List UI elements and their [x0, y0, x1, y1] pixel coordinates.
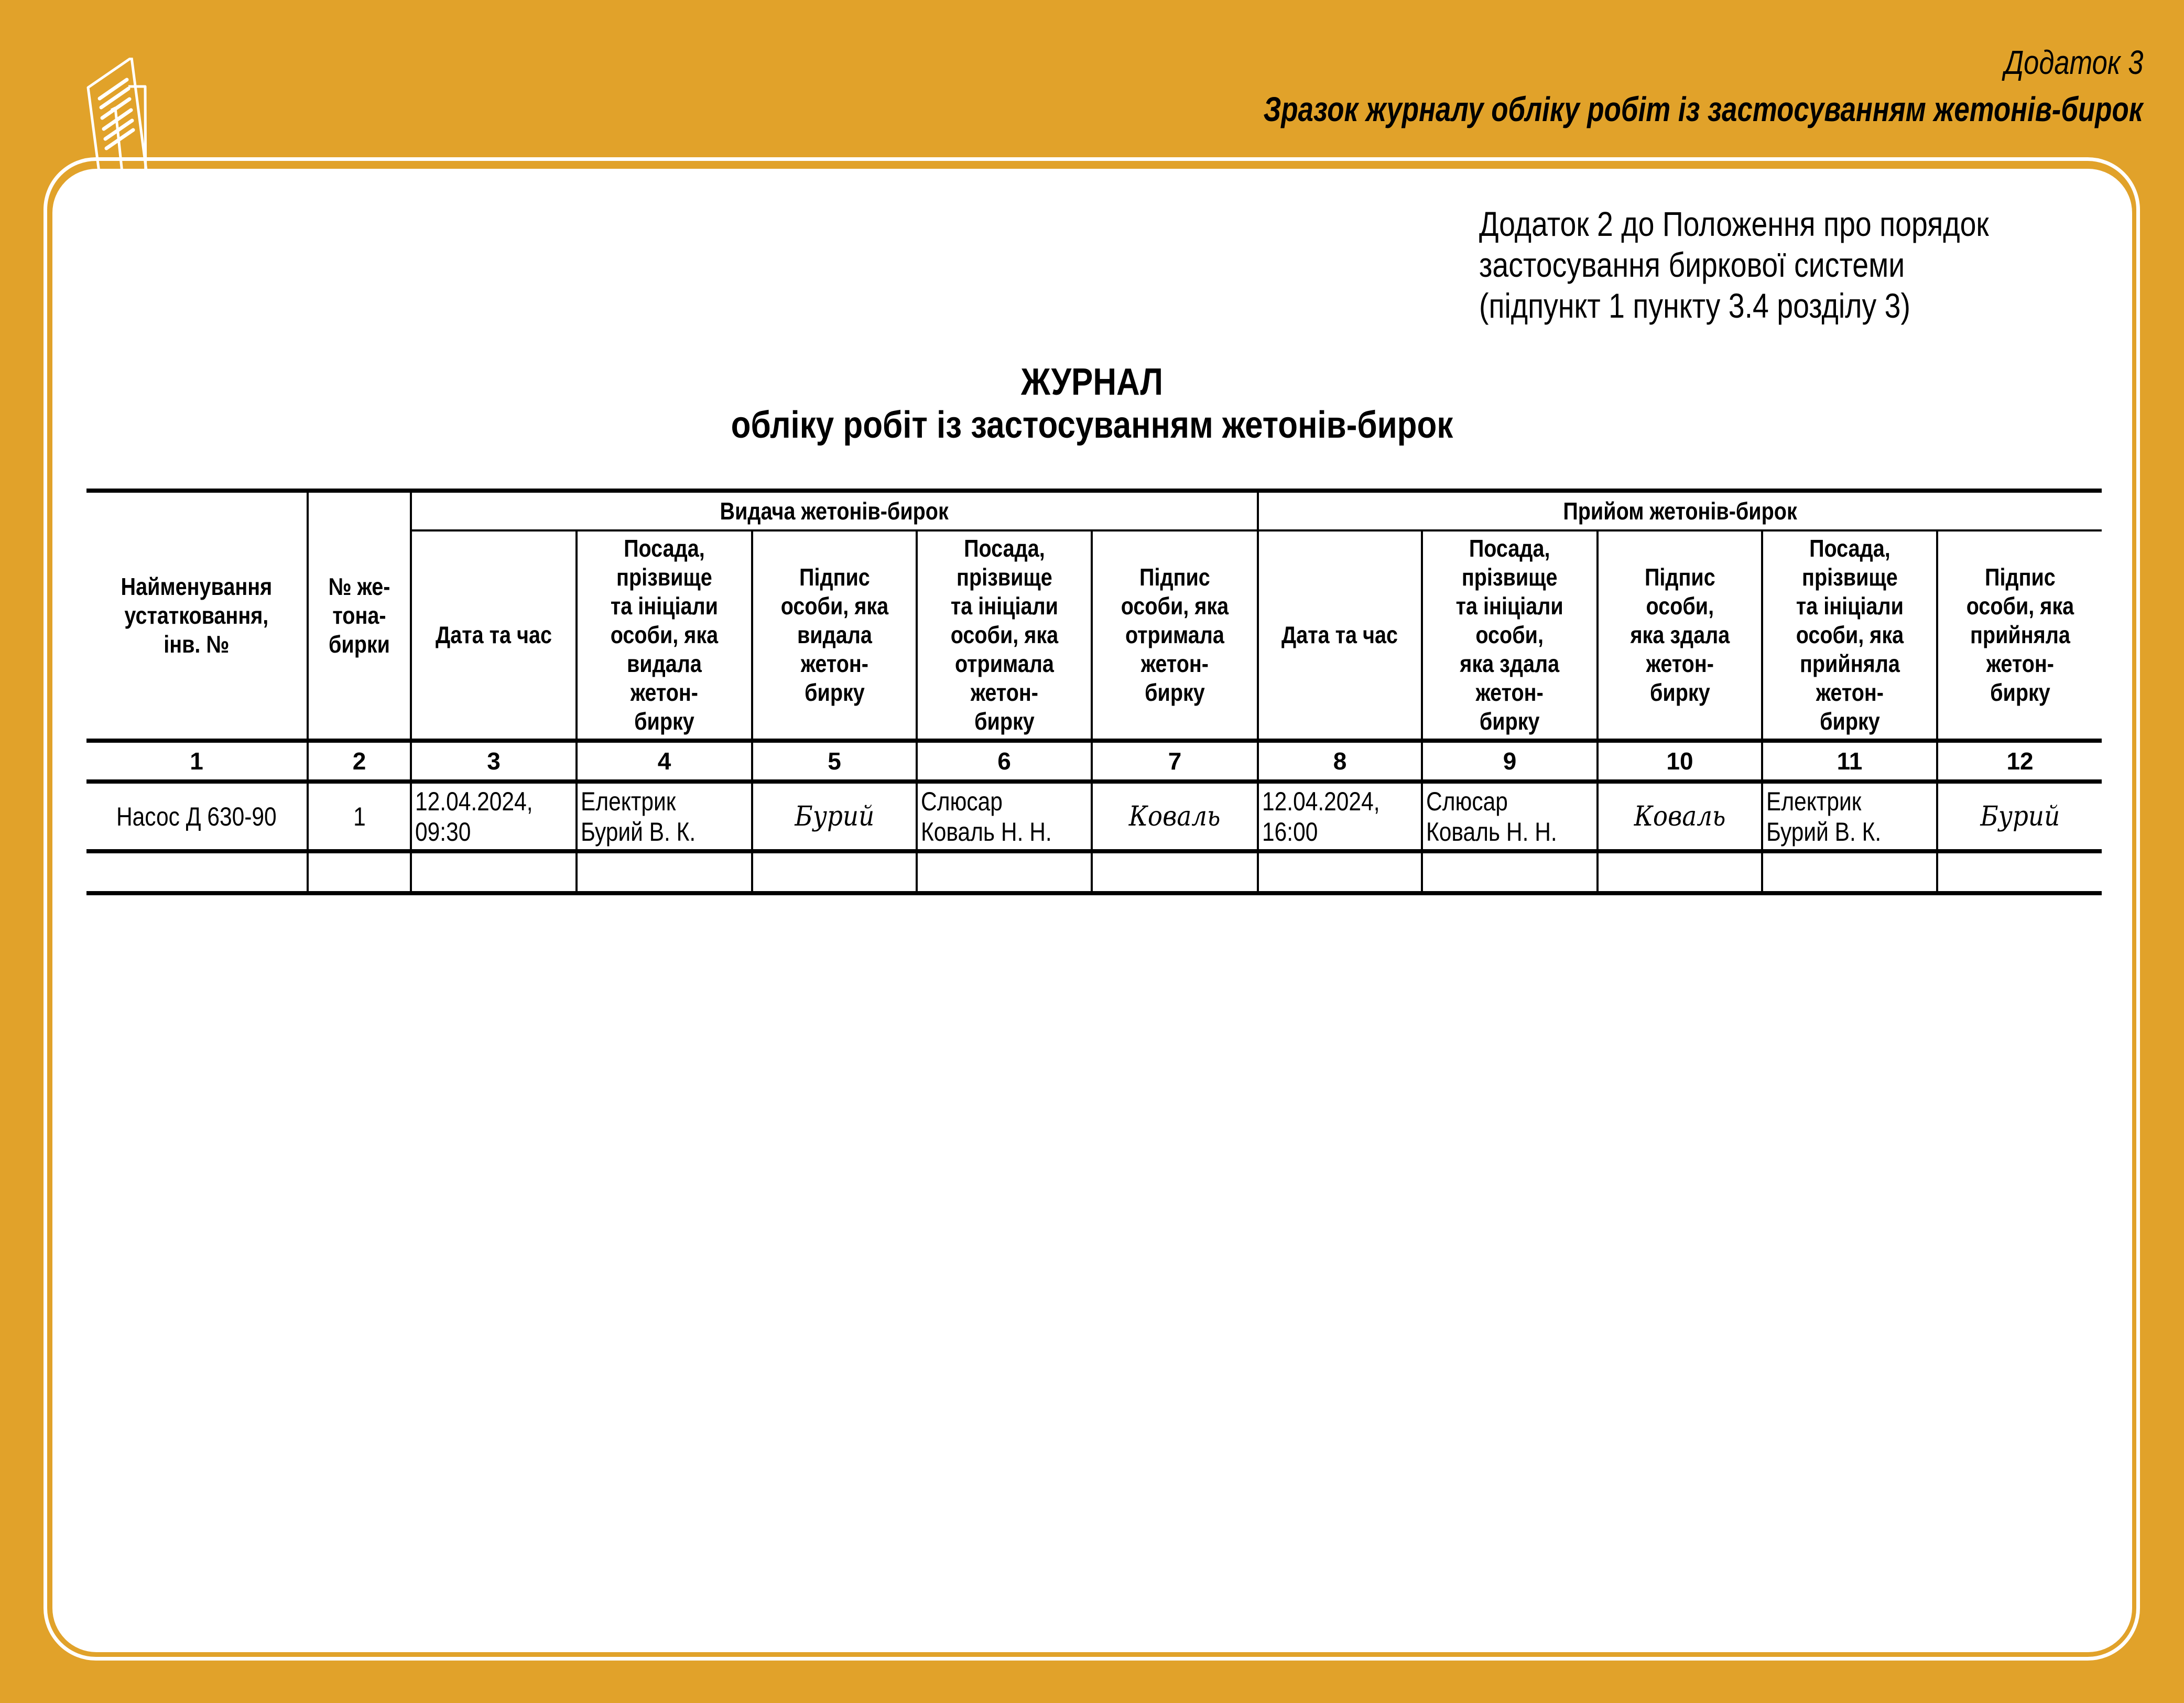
- regulation-reference: [1479, 203, 1989, 326]
- column-number: 9: [1422, 741, 1598, 782]
- column-number: 5: [752, 741, 917, 782]
- column-header: [1762, 530, 1937, 741]
- empty-cell: [1258, 851, 1422, 893]
- column-header-label: Найменування устатковання, інв. №: [121, 573, 273, 658]
- column-header: [1422, 530, 1598, 741]
- equipment-cell: Насос Д 630-90: [86, 782, 308, 851]
- column-header-label: Підпис особи, яка отримала жетон- бирку: [1121, 563, 1229, 706]
- column-header: [577, 530, 752, 741]
- column-header-label: Підпис особи, яка здала жетон- бирку: [1630, 563, 1730, 706]
- column-number: 3: [411, 741, 577, 782]
- column-header-label: Посада, прізвище та ініціали особи, яка видала жетон- бирку: [610, 535, 719, 735]
- return-datetime-cell: 12.04.2024, 16:00: [1258, 782, 1422, 851]
- tag-number-cell: 1: [308, 782, 411, 851]
- group-header-receipt: Прийом жетонів-бирок: [1258, 491, 2102, 530]
- appendix-title: Зразок журналу обліку робіт із застосуванням жетонів-бирок: [1263, 90, 2143, 128]
- empty-cell: [86, 851, 308, 893]
- group-header-issue: Видача жетонів-бирок: [411, 491, 1258, 530]
- journal-heading: [0, 361, 2184, 447]
- group-header-row: [86, 491, 2102, 530]
- column-number: 12: [1937, 741, 2102, 782]
- column-header-label: Дата та час: [1281, 621, 1398, 648]
- column-header: [1258, 530, 1422, 741]
- column-header: [411, 530, 577, 741]
- column-header-label: Посада, прізвище та ініціали особи, яка отримала жетон- бирку: [950, 535, 1058, 735]
- document-stack-icon: [79, 58, 210, 199]
- empty-cell: [752, 851, 917, 893]
- reference-line: Додаток 2 до Положення про порядок: [1479, 204, 1989, 243]
- reference-line: застосування биркової системи: [1479, 245, 1905, 284]
- issue-datetime-cell: 12.04.2024, 09:30: [411, 782, 577, 851]
- column-header: [752, 530, 917, 741]
- issuer-cell: Електрик Бурий В. К.: [577, 782, 752, 851]
- empty-cell: [1422, 851, 1598, 893]
- empty-table-row: [86, 851, 2102, 893]
- column-number: 1: [86, 741, 308, 782]
- column-header: [308, 491, 411, 741]
- empty-cell: [1092, 851, 1258, 893]
- returner-signature-cell: Коваль: [1598, 782, 1762, 851]
- column-number: 10: [1598, 741, 1762, 782]
- empty-cell: [1762, 851, 1937, 893]
- column-header: [1598, 530, 1762, 741]
- column-number: 4: [577, 741, 752, 782]
- column-number: 8: [1258, 741, 1422, 782]
- recipient-cell: Слюсар Коваль Н. Н.: [917, 782, 1092, 851]
- empty-cell: [1598, 851, 1762, 893]
- column-header-label: № же- тона- бирки: [328, 573, 390, 658]
- column-header-label: Посада, прізвище та ініціали особи, яка прийняла жетон- бирку: [1796, 535, 1904, 735]
- column-header: [1092, 530, 1258, 741]
- empty-cell: [411, 851, 577, 893]
- appendix-label: Додаток 3: [2004, 44, 2143, 81]
- reference-line: (підпункт 1 пункту 3.4 розділу 3): [1479, 286, 1910, 325]
- column-header: [86, 491, 308, 741]
- empty-cell: [308, 851, 411, 893]
- recipient-signature-cell: Коваль: [1092, 782, 1258, 851]
- table-row: [86, 782, 2102, 851]
- column-header: [1937, 530, 2102, 741]
- acceptor-signature-cell: Бурий: [1937, 782, 2102, 851]
- journal-table: [86, 489, 2102, 895]
- journal-title: ЖУРНАЛ: [1021, 361, 1163, 403]
- issuer-signature-cell: Бурий: [752, 782, 917, 851]
- empty-cell: [1937, 851, 2102, 893]
- column-number: 6: [917, 741, 1092, 782]
- column-header-label: Дата та час: [436, 621, 552, 648]
- journal-subtitle: обліку робіт із застосуванням жетонів-бирок: [731, 404, 1453, 446]
- column-header: [917, 530, 1092, 741]
- empty-cell: [917, 851, 1092, 893]
- empty-cell: [577, 851, 752, 893]
- column-header-label: Підпис особи, яка видала жетон- бирку: [780, 563, 888, 706]
- column-header-label: Підпис особи, яка прийняла жетон- бирку: [1966, 563, 2074, 706]
- column-number: 2: [308, 741, 411, 782]
- returner-cell: Слюсар Коваль Н. Н.: [1422, 782, 1598, 851]
- column-number-row: [86, 741, 2102, 782]
- column-header-label: Посада, прізвище та ініціали особи, яка здала жетон- бирку: [1455, 535, 1564, 735]
- column-number: 7: [1092, 741, 1258, 782]
- column-number: 11: [1762, 741, 1937, 782]
- acceptor-cell: Електрик Бурий В. К.: [1762, 782, 1937, 851]
